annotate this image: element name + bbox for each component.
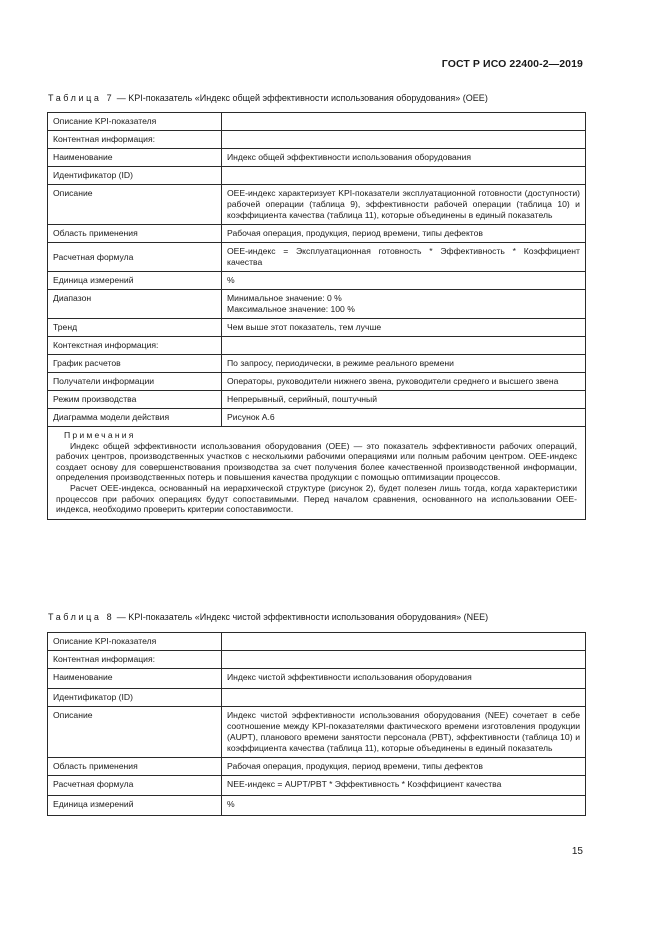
row-value: Рабочая операция, продукция, период времени, типы дефектов xyxy=(222,758,586,776)
row-value: % xyxy=(222,272,586,290)
notes-row xyxy=(48,427,586,520)
table-row xyxy=(48,225,586,243)
row-key: График расчетов xyxy=(48,355,222,373)
row-key: Единица измерений xyxy=(48,796,222,816)
table-8-caption xyxy=(48,612,488,622)
range-max-value: Максимальное значение: 100 % xyxy=(227,304,355,314)
table-row xyxy=(48,373,586,391)
row-key: Получатели информации xyxy=(48,373,222,391)
row-value: По запросу, периодически, в режиме реального времени xyxy=(222,355,586,373)
table-row xyxy=(48,707,586,758)
row-key: Идентификатор (ID) xyxy=(48,689,222,707)
notes-paragraph-1: Индекс общей эффективности использования оборудования (ОЕЕ) — это показатель эффективности рабочих операций, рабочих центров, производственных участков с несколькими рабочими операциями или полным рабочим центром. ОЕЕ-индекс создает основу для совершенствования производства за счет получения более качественной производственной информации, определения производственных потерь и повышения качества продукции с помощью оптимизации процессов. xyxy=(56,440,577,483)
table-7-caption-label: Таблица 7 xyxy=(48,93,115,103)
table-row xyxy=(48,633,586,651)
row-value: Индекс общей эффективности использования оборудования xyxy=(222,149,586,167)
row-value: Рабочая операция, продукция, период времени, типы дефектов xyxy=(222,225,586,243)
notes-heading: Примечания xyxy=(64,430,136,440)
table-row xyxy=(48,243,586,272)
row-key: Наименование xyxy=(48,669,222,689)
row-key: Область применения xyxy=(48,225,222,243)
row-value: Индекс чистой эффективности использования оборудования xyxy=(222,669,586,689)
table-row xyxy=(48,409,586,427)
table-row xyxy=(48,113,586,131)
table-row xyxy=(48,776,586,796)
table-row xyxy=(48,185,586,225)
row-value: Непрерывный, серийный, поштучный xyxy=(222,391,586,409)
row-value: % xyxy=(222,796,586,816)
row-key: Наименование xyxy=(48,149,222,167)
row-key: Диаграмма модели действия xyxy=(48,409,222,427)
table-row xyxy=(48,149,586,167)
table-row xyxy=(48,391,586,409)
table-row xyxy=(48,796,586,816)
table-8-caption-label: Таблица 8 xyxy=(48,612,115,622)
row-value xyxy=(222,651,586,669)
row-value: ОЕЕ-индекс = Эксплуатационная готовность * Эффективность * Коэффициент качества xyxy=(222,243,586,272)
table-row xyxy=(48,290,586,319)
page-number: 15 xyxy=(571,846,583,857)
row-key: Тренд xyxy=(48,319,222,337)
row-key: Описание KPI-показателя xyxy=(48,113,222,131)
table-row xyxy=(48,651,586,669)
row-value: Чем выше этот показатель, тем лучше xyxy=(222,319,586,337)
row-key: Идентификатор (ID) xyxy=(48,167,222,185)
row-value xyxy=(222,131,586,149)
row-value xyxy=(222,633,586,651)
table-7-caption-text: — KPI-показатель «Индекс общей эффективности использования оборудования» (OEE) xyxy=(116,93,488,103)
row-key: Описание xyxy=(48,707,222,758)
row-key: Режим производства xyxy=(48,391,222,409)
row-value xyxy=(222,167,586,185)
row-key: Контекстная информация: xyxy=(48,337,222,355)
table-8-caption-text: — KPI-показатель «Индекс чистой эффективности использования оборудования» (NEE) xyxy=(116,612,489,622)
table-row xyxy=(48,758,586,776)
row-value xyxy=(222,113,586,131)
row-key: Расчетная формула xyxy=(48,243,222,272)
table-row xyxy=(48,167,586,185)
row-key: Расчетная формула xyxy=(48,776,222,796)
document-header-id: ГОСТ Р ИСО 22400-2—2019 xyxy=(441,58,583,70)
table-row xyxy=(48,689,586,707)
row-value: ОЕЕ-индекс характеризует KPI-показатели эксплуатационной готовности (доступности) рабочей операции (таблица 9), эффективности рабочей операции (таблица 10) и коэффициента качества (таблица 11), которые объединены в единый показатель xyxy=(222,185,586,225)
row-key: Контентная информация: xyxy=(48,651,222,669)
row-key: Описание xyxy=(48,185,222,225)
table-7-notes xyxy=(48,427,586,520)
table-row xyxy=(48,319,586,337)
row-value: NEE-индекс = AUPT/PBT * Эффективность * Коэффициент качества xyxy=(222,776,586,796)
table-row xyxy=(48,272,586,290)
table-row xyxy=(48,355,586,373)
row-key: Область применения xyxy=(48,758,222,776)
row-key: Описание KPI-показателя xyxy=(48,633,222,651)
notes-paragraph-2: Расчет ОЕЕ-индекса, основанный на иерархической структуре (рисунок 2), будет полезен лишь тогда, когда характеристики процессов при рабочих операциях будут сопоставимыми. Перед началом сравнения, основанного на использовании ОЕЕ-индекса, необходимо проверить критерии сопоставимости. xyxy=(56,482,577,515)
table-row xyxy=(48,669,586,689)
table-7-caption xyxy=(48,93,488,103)
row-value: Индекс чистой эффективности использования оборудования (NEE) сочетает в себе соотношение между KPI-показателями фактического времени изготовления продукции (AUPT), планового времени занятости персонала (PBT), эффективности (таблица 10) и коэффициента качества (таблица 11), которые объединены в единый показатель xyxy=(222,707,586,758)
table-7-kpi-oee xyxy=(47,112,586,520)
table-8-kpi-nee xyxy=(47,632,586,816)
table-row xyxy=(48,337,586,355)
row-value xyxy=(222,337,586,355)
row-value: Рисунок А.6 xyxy=(222,409,586,427)
row-key: Диапазон xyxy=(48,290,222,319)
row-value xyxy=(222,689,586,707)
range-min-value: Минимальное значение: 0 % xyxy=(227,293,342,303)
table-row xyxy=(48,131,586,149)
row-key: Контентная информация: xyxy=(48,131,222,149)
row-value xyxy=(222,290,586,319)
row-value: Операторы, руководители нижнего звена, руководители среднего и высшего звена xyxy=(222,373,586,391)
row-key: Единица измерений xyxy=(48,272,222,290)
